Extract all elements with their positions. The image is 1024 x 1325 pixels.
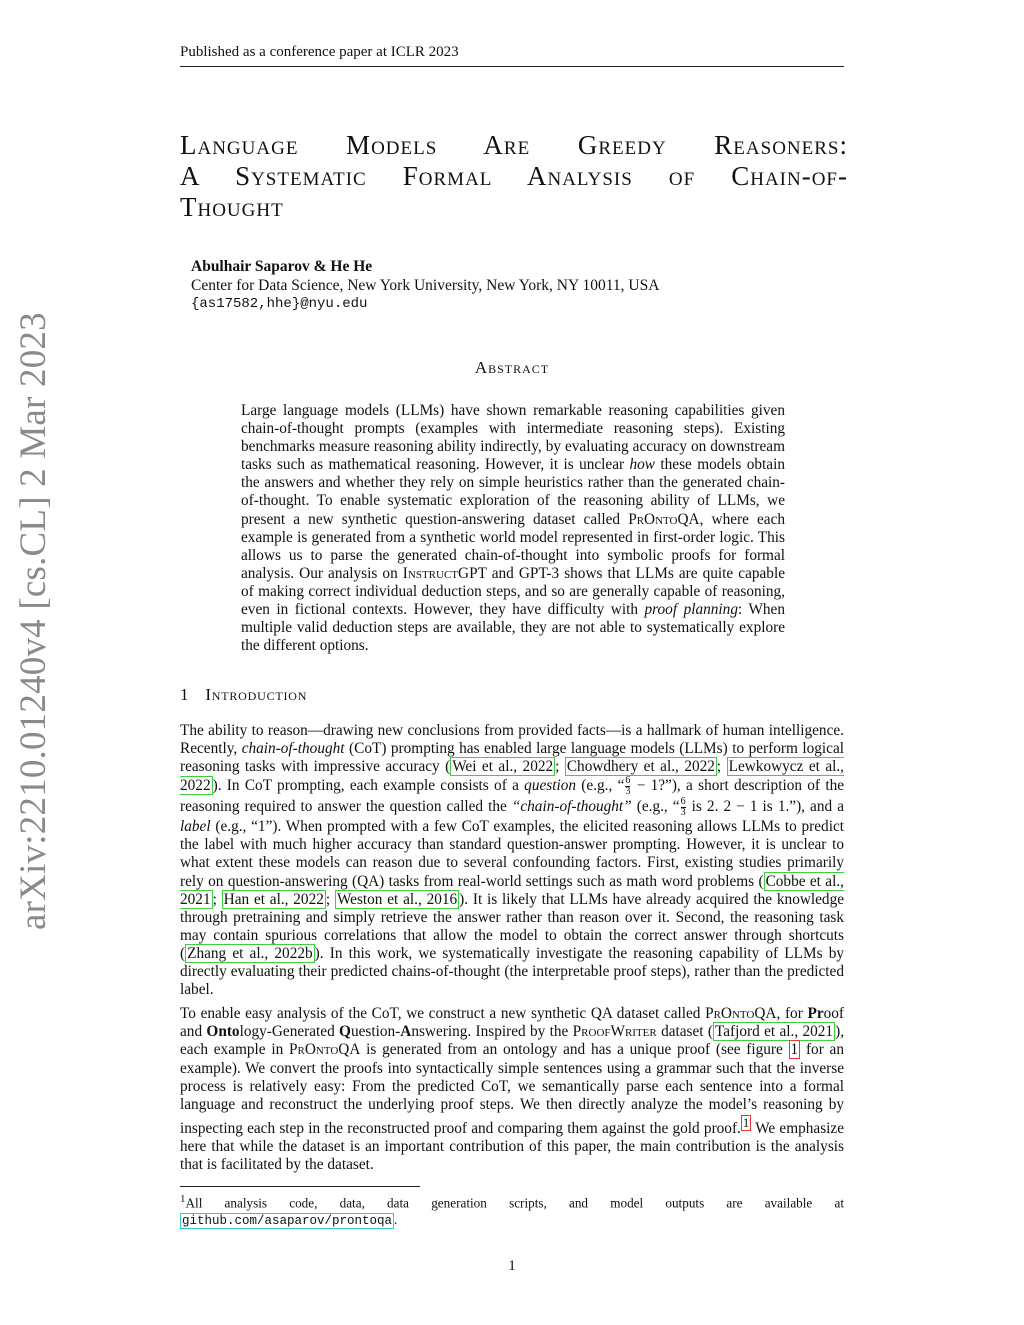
section-number: 1 (180, 685, 190, 704)
emph: label (180, 818, 211, 836)
text: To enable easy analysis of the CoT, we construct a new synthetic QA dataset called (180, 1005, 706, 1023)
bold-text: Pr (807, 1005, 824, 1023)
fraction-numerator: 6 (625, 775, 631, 787)
text: oof and (180, 1005, 845, 1041)
abstract-text: and GPT-3 shows that LLMs are quite capable of making correct individual deduction steps, and so are generally capable of reasoning, even in fictional contexts. However, they have difficulty with (241, 564, 785, 619)
bold-text: Onto (206, 1023, 240, 1041)
title-line-2: A Systematic Formal Analysis of Chain-of- (180, 161, 848, 191)
citation-link[interactable]: Tafjord et al., 2021 (714, 1023, 834, 1041)
text: (e.g., “1”). When prompted with a few CoT examples, the elicited reasoning allows LLMs to predict the label with much higher accuracy than standard question-answer prompting. However, it is unclear to what extent these models can reason due to several confounding factors. First, existing studies primarily rely on question-answering (QA) tasks from real-world settings such as math word problems ( (180, 818, 844, 890)
fraction-denominator: 3 (680, 807, 686, 819)
text: dataset ( (656, 1023, 713, 1041)
citation-link[interactable]: Lewkowycz et al., 2022 (180, 758, 845, 795)
text: ). It is likely that LLMs have already acquired the knowledge through pretraining and simply retrieve the answer rather than reason over it. Second, the reasoning task may contain spurious correlations that allow the model to obtain the correct answer through shortcuts ( (180, 890, 845, 962)
bold-text: A (400, 1023, 412, 1041)
author-names: Abulhair Saparov & He He (191, 258, 373, 275)
text: (e.g., “ (576, 777, 625, 795)
header-rule (180, 66, 844, 67)
paper-title (180, 130, 848, 223)
footnote-end: . (394, 1212, 398, 1228)
page-number: 1 (508, 1258, 516, 1274)
footnote-mark-link[interactable]: 1 (742, 1115, 750, 1130)
dataset-name: ProofWriter (572, 1023, 657, 1041)
paragraph (180, 1005, 844, 1174)
text: is generated from an ontology and has a unique proof (see figure (360, 1041, 789, 1059)
abstract-emph: how (629, 456, 655, 474)
figure-ref-link[interactable]: 1 (790, 1041, 799, 1059)
fraction (625, 776, 630, 797)
dataset-name: PrOntoQA (705, 1005, 777, 1023)
abstract-heading: Abstract (474, 358, 550, 377)
text: nswering. Inspired by the (411, 1023, 573, 1041)
emph: question (524, 777, 577, 795)
text: (CoT) prompting has enabled large language models (LLMs) to perform logical reasoning tasks with impressive accuracy ( (180, 740, 844, 776)
fraction-denominator: 3 (625, 786, 631, 798)
text: logy-Generated (239, 1023, 340, 1041)
text: is 2. 2 − 1 is 1.”), and a (686, 798, 844, 816)
running-header: Published as a conference paper at ICLR 2023 (180, 44, 459, 60)
title-line-1: Language Models Are Greedy Reasoners: (180, 130, 848, 160)
abstract-emph: proof planning (644, 601, 738, 619)
paragraph: The ability to reason—drawing new conclusions from provided facts—is a hallmark of human intelligence. Recently, chain-of-thought (CoT) prompting has enabled large language models (LLMs) to perform logical reasoning tasks with impressive accuracy ( Wei et al., 2022 ; Chowdhery et al., 2022 ; Lewkowycz et al., 2022 ). In CoT prompting, each example consists of a question (e.g., “ $\frac{6}{3}$ − 1?”), a short description of the reasoning required to answer the question called the “chain-of-thought” (e.g., “ $\frac{6}{3}$ is 2. 2 − 1 is 1.”), and a label (e.g., “1”). When prompted with a few CoT examples, the elicited reasoning allows LLMs to predict the label with much higher accuracy than standard question-answer prompting. However, it is unclear to what extent these models can reason due to several confounding factors. First, existing studies primarily rely on question-answering (QA) tasks from real-world settings such as math word problems ( Cobbe et al., 2021 ; Han et al., 2022 ; Weston et al., 2016 ). It is likely that LLMs have already acquired the knowledge through pretraining and simply retrieve the answer rather than reason over it. Second, the reasoning task may contain spurious correlations that allow the model to obtain the correct answer through shortcuts ( Zhang et al., 2022b ). In this work, we systematically investigate the reasoning capability of LLMs by directly evaluating their predicted chains-of-thought (the interpretable proof steps), rather than the predicted label. (180, 722, 845, 999)
text: ), each example in (180, 1023, 845, 1059)
model-name: Instruct (402, 564, 459, 582)
text: uestion- (350, 1023, 401, 1041)
text: ). In CoT prompting, each example consists of a (212, 777, 525, 795)
title-line-3: Thought (180, 192, 284, 222)
author-email: {as17582,hhe}@nyu.edu (191, 296, 368, 312)
abstract-text: these models obtain the answers and whether they rely on simple heuristics rather than the generated chain-of-thought. To enable systematic exploration of the reasoning ability of LLMs, we present a new synthetic question-answering dataset called (241, 456, 785, 528)
section-title: Introduction (205, 685, 308, 704)
intro-body (180, 722, 844, 1180)
emph: chain-of-thought (241, 740, 345, 758)
model-name: GPT (458, 564, 487, 582)
emph: “chain-of-thought” (511, 798, 632, 816)
author-block (191, 257, 659, 314)
citation-link[interactable]: Cobbe et al., 2021 (180, 872, 844, 908)
text: ). In this work, we systematically investigate the reasoning capability of LLMs by directly evaluating their predicted chains-of-thought (the interpretable proof steps), rather than the predicted label. (180, 944, 844, 999)
citation-link[interactable]: Han et al., 2022 (223, 890, 324, 908)
dataset-name: PrOntoQA (288, 1041, 361, 1059)
abstract-body (241, 402, 785, 655)
arxiv-stamp: arXiv:2210.01240v4 [cs.CL] 2 Mar 2023 (13, 312, 54, 930)
citation-link[interactable]: Weston et al., 2016 (336, 890, 458, 908)
text: for an example). We convert the proofs into syntactically simple sentences using a grammar such that the inverse process is relatively easy: From the predicted CoT, we semantically parse each sentence into a formal language and reconstruct the underlying proof steps. We then directly analyze the model’s reasoning by inspecting each step in the reconstructed proof and comparing them against the gold proof. (180, 1041, 844, 1137)
footnote (180, 1191, 844, 1230)
text: We emphasize here that while the dataset is an important contribution of this paper, the main contribution is the analysis that is facilitated by the dataset. (180, 1119, 844, 1174)
text: , for (776, 1005, 808, 1023)
citation-link[interactable]: Zhang et al., 2022b (187, 944, 313, 962)
abstract-text: , where each example is generated from a synthetic world model represented in first-order logic. This allows us to parse the generated chain-of-thought into symbolic proofs for formal analysis. Our analysis on (241, 510, 786, 582)
bold-text: Q (339, 1023, 351, 1041)
citation-link[interactable]: Chowdhery et al., 2022 (566, 758, 715, 776)
author-affiliation: Center for Data Science, New York University, New York, NY 10011, USA (191, 277, 660, 294)
text: (e.g., “ (631, 798, 680, 816)
abstract-text: : When multiple valid deduction steps are available, they are not able to systematically explore the different options. (241, 601, 785, 655)
text: − 1?”), a short description of the reasoning required to answer the question called the (180, 777, 845, 816)
fraction (681, 797, 686, 818)
section-heading (180, 685, 307, 705)
footnote-rule (180, 1186, 420, 1187)
footnote-mark: 1 (180, 1193, 186, 1205)
citation-link[interactable]: Wei et al., 2022 (452, 758, 554, 776)
text: The ability to reason—drawing new conclusions from provided facts—is a hallmark of human intelligence. Recently, (180, 722, 844, 758)
repo-url-link[interactable]: github.com/asaparov/prontoqa (182, 1214, 393, 1229)
dataset-name: PrOntoQA (628, 510, 700, 528)
footnote-text: All analysis code, data, data generation scripts, and model outputs are available at (185, 1195, 844, 1211)
abstract-text: Large language models (LLMs) have shown remarkable reasoning capabilities given chain-of-thought prompts (examples with intermediate reasoning steps). Existing benchmarks measure reasoning ability indirectly, by evaluating accuracy on downstream tasks such as mathematical reasoning. However, it is unclear (241, 402, 785, 474)
footnote-line (180, 1191, 844, 1211)
fraction-numerator: 6 (680, 796, 686, 808)
